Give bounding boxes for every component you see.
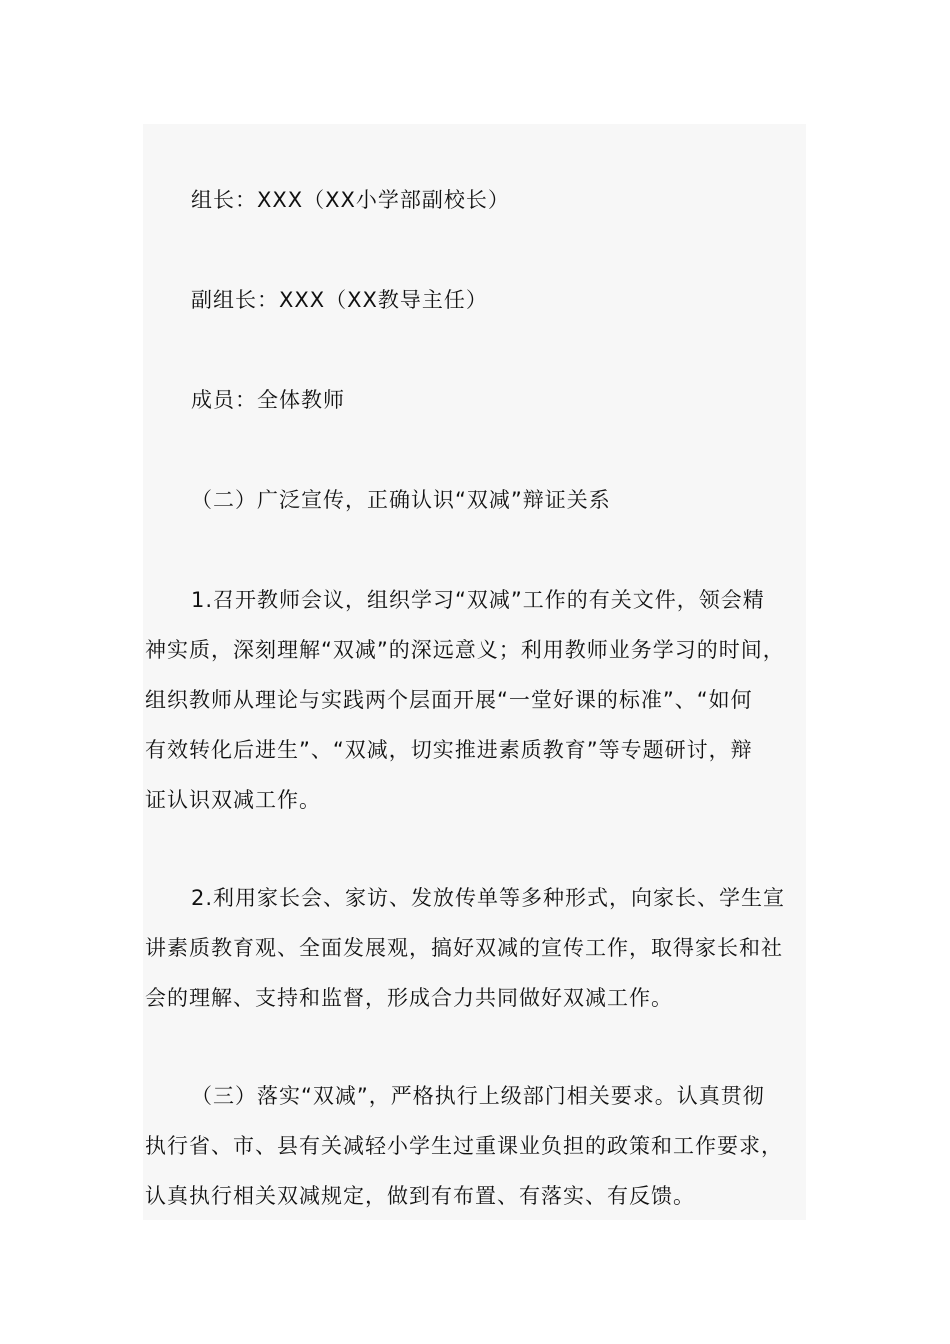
item-2-line-2: 讲素质教育观、全面发展观，搞好双减的宣传工作，取得家长和社 [145, 936, 783, 960]
section-3-line-2: 执行省、市、县有关减轻小学生过重课业负担的政策和工作要求， [145, 1134, 783, 1158]
item-2-line-1: 2.利用家长会、家访、发放传单等多种形式，向家长、学生宣 [191, 886, 786, 910]
item-1-line-2: 神实质，深刻理解“双减”的深远意义；利用教师业务学习的时间， [145, 638, 785, 662]
members-line: 成员：全体教师 [191, 388, 345, 412]
section-3-line-3: 认真执行相关双减规定，做到有布置、有落实、有反馈。 [145, 1184, 695, 1208]
item-2-line-3: 会的理解、支持和监督，形成合力共同做好双减工作。 [145, 986, 673, 1010]
deputy-leader-paragraph [145, 275, 841, 325]
item-1-line-5: 证认识双减工作。 [145, 788, 321, 812]
item-1-line-1: 1.召开教师会议，组织学习“双减”工作的有关文件，领会精 [191, 588, 765, 612]
item-1-line-4: 有效转化后进生”、“双减，切实推进素质教育”等专题研讨，辩 [145, 738, 753, 762]
deputy-leader-line: 副组长：XXX（XX教导主任） [191, 288, 488, 312]
members-paragraph [145, 375, 841, 425]
section-2-heading-line: （二）广泛宣传，正确认识“双减”辩证关系 [191, 488, 611, 512]
leader-paragraph [145, 175, 841, 225]
section-2-heading [145, 475, 841, 525]
leader-line: 组长：XXX（XX小学部副校长） [191, 188, 510, 212]
item-1-line-3: 组织教师从理论与实践两个层面开展“一堂好课的标准”、“如何 [145, 688, 753, 712]
item-2-paragraph [145, 873, 795, 1023]
section-3-line-1: （三）落实“双减”，严格执行上级部门相关要求。认真贯彻 [191, 1084, 765, 1108]
item-1-paragraph [145, 575, 795, 825]
section-3-paragraph [145, 1071, 795, 1221]
